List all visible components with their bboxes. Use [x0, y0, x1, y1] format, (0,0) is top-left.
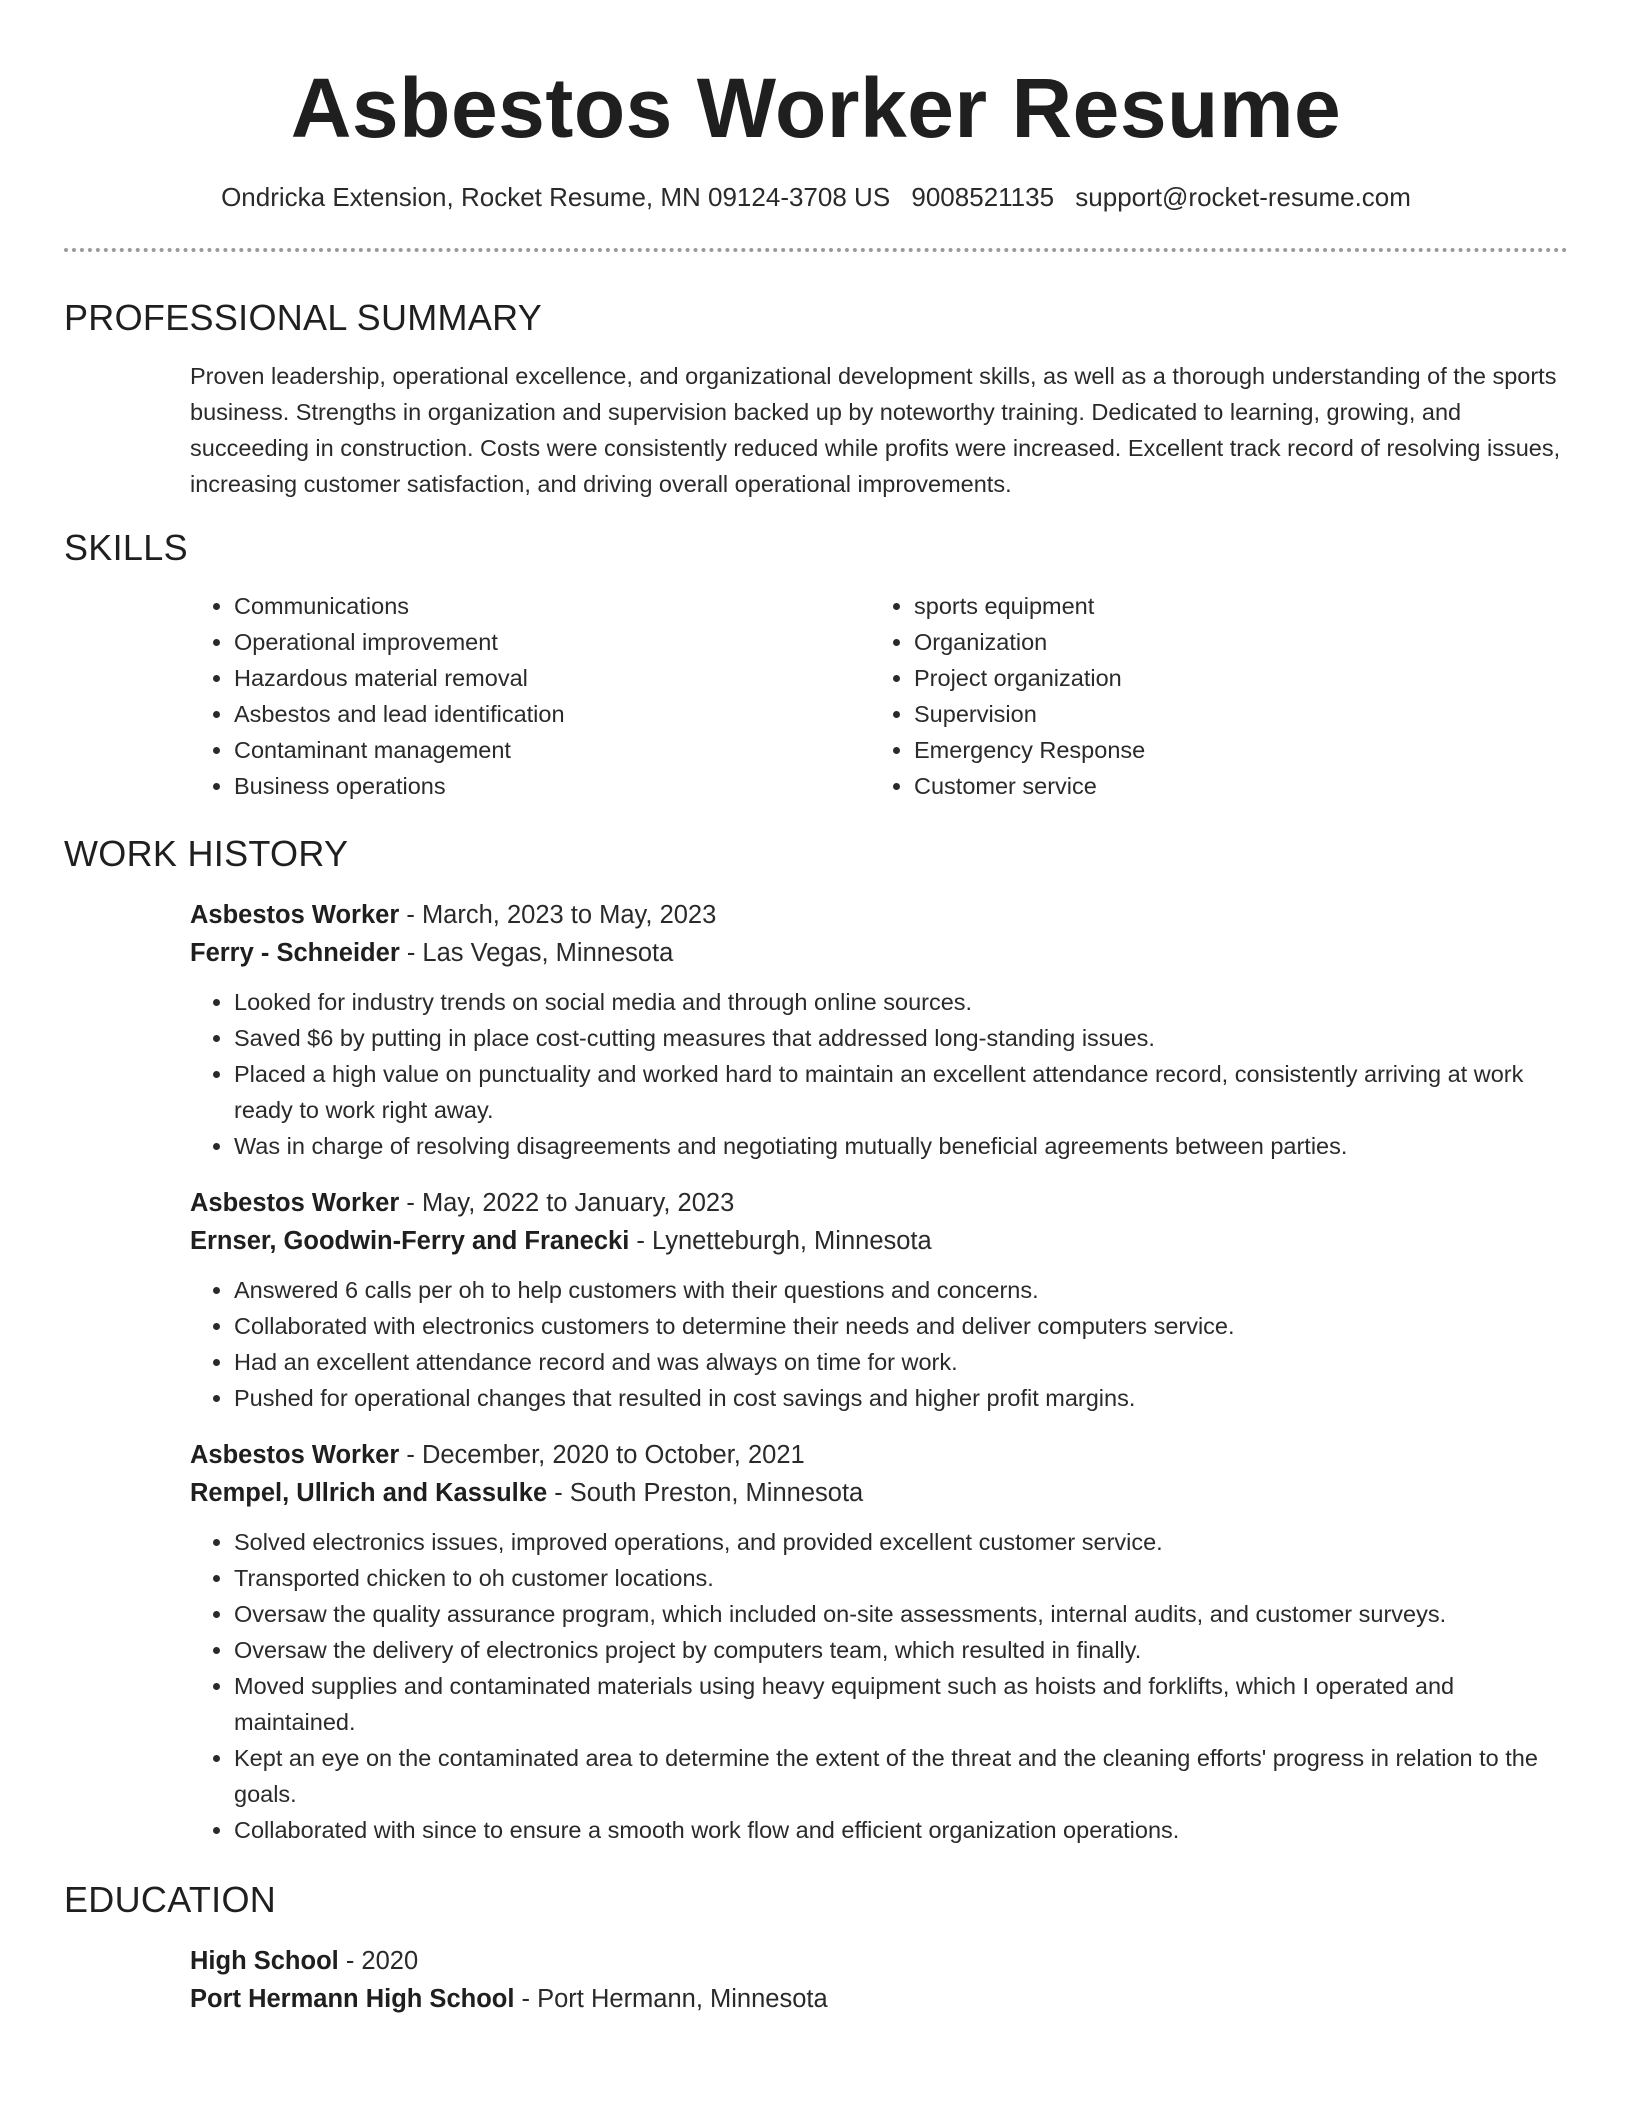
- job-location: - South Preston, Minnesota: [547, 1479, 864, 1507]
- job-role: Asbestos Worker: [190, 1441, 400, 1469]
- job-bullet: • Solved electronics issues, improved operations, and provided excellent customer service.: [234, 1524, 1568, 1560]
- education-heading: EDUCATION: [64, 1879, 277, 1920]
- job-bullet: • Looked for industry trends on social media and through online sources.: [234, 984, 1568, 1020]
- job-bullet: • Kept an eye on the contaminated area to determine the extent of the threat and the cleaning efforts' progress in relation to the goals.: [234, 1740, 1568, 1812]
- skill-item: • Supervision: [914, 696, 1145, 732]
- job-dates: - May, 2022 to January, 2023: [399, 1189, 735, 1217]
- job-entry: [190, 1184, 1568, 1416]
- skill-item: • Business operations: [234, 768, 870, 804]
- job-location: - Lynetteburgh, Minnesota: [629, 1227, 932, 1255]
- contact-address: Ondricka Extension, Rocket Resume, MN 09124-3708 US: [221, 182, 891, 212]
- skills-column-2: [870, 588, 1145, 804]
- job-entry: [190, 896, 1568, 1164]
- skill-item: • Contaminant management: [234, 732, 870, 768]
- contact-email: support@rocket-resume.com: [1075, 182, 1411, 212]
- skill-item: • Project organization: [914, 660, 1145, 696]
- job-entry: [190, 1436, 1568, 1848]
- job-bullets: [190, 984, 1568, 1164]
- job-bullet: • Placed a high value on punctuality and worked hard to maintain an excellent attendance record, consistently arriving at work ready to work right away.: [234, 1056, 1568, 1128]
- job-company: Ernser, Goodwin-Ferry and Franecki: [190, 1227, 630, 1255]
- skill-item: • Asbestos and lead identification: [234, 696, 870, 732]
- contact-line: [64, 180, 1568, 214]
- contact-phone: 9008521135: [911, 182, 1055, 212]
- job-company-line: [190, 934, 1568, 972]
- job-role: Asbestos Worker: [190, 1189, 400, 1217]
- job-bullet: • Transported chicken to oh customer locations.: [234, 1560, 1568, 1596]
- job-bullet: • Saved $6 by putting in place cost-cutting measures that addressed long-standing issues.: [234, 1020, 1568, 1056]
- job-title-line: [190, 896, 1568, 934]
- skills-heading: SKILLS: [64, 527, 188, 568]
- skill-item: • Operational improvement: [234, 624, 870, 660]
- job-bullet: • Was in charge of resolving disagreements and negotiating mutually beneficial agreements between parties.: [234, 1128, 1568, 1164]
- skill-item: • Customer service: [914, 768, 1145, 804]
- job-title-line: [190, 1436, 1568, 1474]
- education-degree: High School: [190, 1947, 339, 1975]
- job-company: Ferry - Schneider: [190, 939, 400, 967]
- job-bullet: • Collaborated with since to ensure a smooth work flow and efficient organization operations.: [234, 1812, 1568, 1848]
- job-title-line: [190, 1184, 1568, 1222]
- job-bullet: • Oversaw the quality assurance program, which included on-site assessments, internal audits, and customer surveys.: [234, 1596, 1568, 1632]
- job-bullets: [190, 1272, 1568, 1416]
- skills-column-1: [190, 588, 870, 804]
- job-company-line: [190, 1222, 1568, 1260]
- skill-item: • Emergency Response: [914, 732, 1145, 768]
- skill-item: • Hazardous material removal: [234, 660, 870, 696]
- job-bullet: • Oversaw the delivery of electronics project by computers team, which resulted in finally.: [234, 1632, 1568, 1668]
- job-dates: - December, 2020 to October, 2021: [399, 1441, 805, 1469]
- job-company: Rempel, Ullrich and Kassulke: [190, 1479, 548, 1507]
- skill-item: • sports equipment: [914, 588, 1145, 624]
- job-bullet: • Moved supplies and contaminated materials using heavy equipment such as hoists and forklifts, which I operated and maintained.: [234, 1668, 1568, 1740]
- education-school-line: [190, 1980, 1568, 2018]
- job-bullet: • Had an excellent attendance record and was always on time for work.: [234, 1344, 1568, 1380]
- job-bullet: • Collaborated with electronics customers to determine their needs and deliver computers service.: [234, 1308, 1568, 1344]
- education-entry: [190, 1942, 1568, 2018]
- education-degree-line: [190, 1942, 1568, 1980]
- job-role: Asbestos Worker: [190, 901, 400, 929]
- summary-heading: PROFESSIONAL SUMMARY: [64, 297, 543, 338]
- job-bullet: • Answered 6 calls per oh to help customers with their questions and concerns.: [234, 1272, 1568, 1308]
- job-bullet: • Pushed for operational changes that resulted in cost savings and higher profit margins.: [234, 1380, 1568, 1416]
- work-history-heading: WORK HISTORY: [64, 833, 349, 874]
- job-company-line: [190, 1474, 1568, 1512]
- education-school: Port Hermann High School: [190, 1985, 515, 2013]
- work-history-list: [190, 896, 1568, 1848]
- header-divider: [64, 248, 1568, 252]
- education-location: - Port Hermann, Minnesota: [514, 1985, 828, 2013]
- job-dates: - March, 2023 to May, 2023: [399, 901, 717, 929]
- resume-page: [64, 0, 1568, 2018]
- skills-list: [190, 588, 1568, 804]
- resume-title: Asbestos Worker Resume: [290, 61, 1342, 155]
- skill-item: • Communications: [234, 588, 870, 624]
- education-year: - 2020: [338, 1947, 419, 1975]
- skill-item: • Organization: [914, 624, 1145, 660]
- job-location: - Las Vegas, Minnesota: [399, 939, 674, 967]
- job-bullets: [190, 1524, 1568, 1848]
- summary-text: Proven leadership, operational excellence, and organizational development skills, as well as a thorough understanding of the sports business. Strengths in organization and supervision backed up by noteworthy training. Dedicated to learning, growing, and succeeding in construction. Costs were consistently reduced while profits were increased. Excellent track record of resolving issues, increasing customer satisfaction, and driving overall operational improvements.: [190, 363, 1561, 497]
